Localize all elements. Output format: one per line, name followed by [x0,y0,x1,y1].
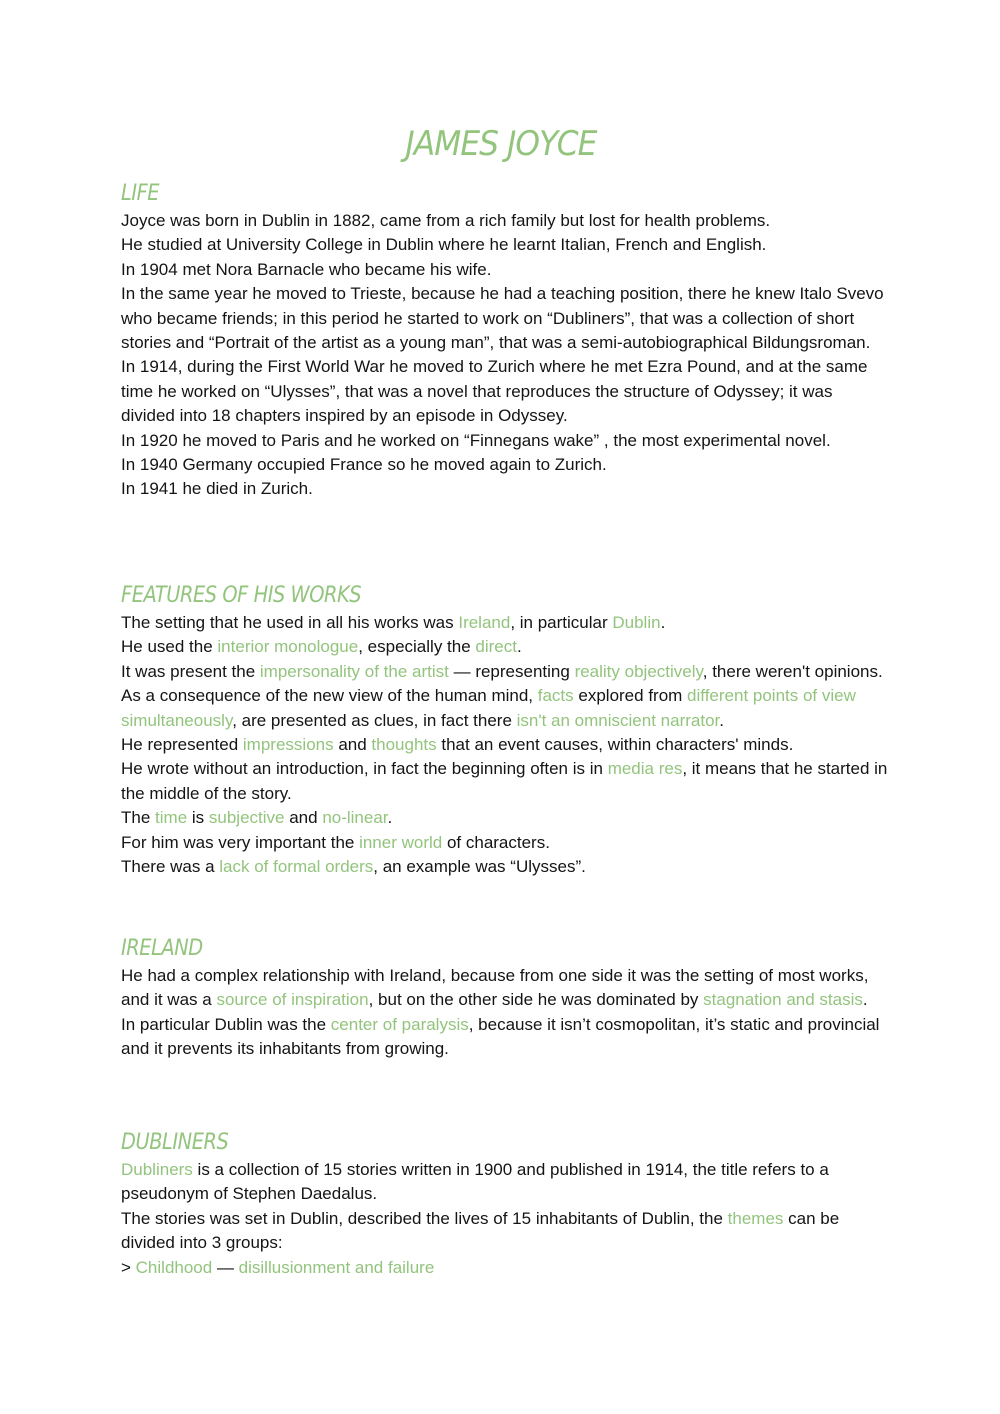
text-run: In particular Dublin was the [121,1014,331,1034]
text-run: As a consequence of the new view of the human mind, [121,686,538,706]
highlighted-term: impersonality of the artist [259,661,449,681]
highlighted-term: thoughts [371,735,437,755]
text-run: is a collection of 15 stories written in 1900 and published in 1914, the title refers to a pseudonym of Stephen Daedalus. [121,1160,829,1204]
section-dubliners [121,1128,891,1280]
highlighted-term: Ireland [458,613,511,632]
text-run: , it means that he started in the middle of the story. [121,759,888,803]
paragraph [121,233,891,257]
highlighted-term: Childhood [135,1257,213,1277]
paragraph [121,635,891,659]
paragraph [121,660,891,684]
section-features [121,581,891,879]
text-run: Joyce was born in Dublin in 1882, came from a rich family but lost for health problems. [121,211,771,230]
paragraph [121,831,891,855]
paragraph [121,1158,891,1207]
paragraph [121,477,891,501]
section-body [121,964,891,1062]
text-run: In 1941 he died in Zurich. [121,479,313,499]
paragraph [121,611,891,635]
highlighted-term: stagnation and stasis [703,990,863,1010]
section-heading: LIFE [121,181,160,206]
text-run: In the same year he moved to Trieste, because he had a teaching position, there he knew Italo Svevo who became friends; in this period he started to work on “Dubliners”, that was a collection of short stories and “Portrait of the artist as a young man”, that was a semi-autobiographical Bildungsroman. [121,284,884,353]
text-run: , in particular [510,613,613,632]
text-run: of characters. [442,832,550,852]
text-run: , but on the other side he was dominated by [368,990,704,1010]
highlighted-term: source of inspiration [216,990,369,1010]
text-run: . [719,710,724,730]
text-run: . [862,990,868,1010]
paragraph [121,429,891,453]
paragraph [121,684,891,733]
paragraph [121,453,891,477]
highlighted-term: disillusionment and failure [238,1257,435,1277]
highlighted-term: different points of view simultaneously [121,686,856,730]
text-run: It was present the [121,661,260,681]
paragraph [121,258,891,282]
text-run: In 1914, during the First World War he moved to Zurich where he met Ezra Pound, and at the same time he worked on “Ulysses”, that was a novel that reproduces the structure of Odyssey; it was divided into 18 chapters inspired by an episode in Odyssey. [121,357,868,426]
highlighted-term: themes [727,1208,784,1228]
text-run: The setting that he used in all his works was [121,613,459,632]
text-run: In 1920 he moved to Paris and he worked on “Finnegans wake” , the most experimental novel. [121,430,831,450]
text-run: that an event causes, within characters' minds. [436,735,794,755]
highlighted-term: no-linear [322,808,388,828]
text-run: can be divided into 3 groups: [121,1208,840,1253]
highlighted-term: isn't an omniscient narrator [516,710,720,730]
section-body [121,209,891,502]
text-run: , are presented as clues, in fact there [232,710,517,730]
text-run: — representing [448,661,575,681]
text-run: — [212,1257,239,1277]
text-run: He used the [121,637,218,657]
highlighted-term: direct [475,637,517,657]
text-run: He studied at University College in Dublin where he learnt Italian, French and English. [121,235,767,255]
highlighted-term: impressions [242,735,334,755]
text-run: > [121,1257,136,1277]
highlighted-term: Dublin [612,613,661,632]
highlighted-term: reality objectively [574,661,703,681]
text-run: is [187,808,209,828]
section-ireland [121,934,891,1062]
highlighted-term: lack of formal orders [219,857,374,877]
text-run: In 1940 Germany occupied France so he moved again to Zurich. [121,455,607,475]
text-run: The stories was set in Dublin, described the lives of 15 inhabitants of Dublin, the [121,1208,728,1228]
highlighted-term: media res [607,759,683,779]
highlighted-term: interior monologue [217,637,359,657]
text-run: , because it isn’t cosmopolitan, it’s static and provincial and it prevents its inhabitants from growing. [121,1014,880,1059]
paragraph [121,355,891,428]
text-run: . [660,613,666,632]
text-run: , especially the [358,637,476,657]
highlighted-term: inner world [359,832,443,852]
highlighted-term: center of paralysis [330,1014,469,1034]
text-run: The [121,808,156,828]
section-body [121,1158,891,1280]
section-heading: DUBLINERS [121,1130,229,1155]
text-run: . [516,637,522,657]
text-run: , an example was “Ulysses”. [373,857,586,877]
section-heading: FEATURES OF HIS WORKS [121,583,362,608]
text-run: There was a [121,857,220,877]
highlighted-term: Dubliners [121,1160,193,1179]
highlighted-term: time [155,808,188,828]
paragraph [121,855,891,879]
section-heading: IRELAND [121,936,203,961]
section-body [121,611,891,879]
paragraph [121,1207,891,1256]
document-title: JAMES JOYCE [405,124,597,164]
paragraph [121,964,891,1013]
text-run: , there weren't opinions. [702,661,883,681]
paragraph [121,1256,891,1280]
text-run: For him was very important the [121,832,360,852]
text-run: and [333,735,372,755]
text-run: and [284,808,323,828]
paragraph [121,282,891,355]
highlighted-term: subjective [208,808,285,828]
text-run: He represented [121,735,243,755]
paragraph [121,806,891,830]
text-run: . [387,808,393,828]
text-run: He had a complex relationship with Ireland, because from one side it was the setting of most works, and it was a [121,966,869,1010]
paragraph [121,209,891,233]
text-run: In 1904 met Nora Barnacle who became his wife. [121,259,492,279]
text-run: explored from [573,686,688,706]
paragraph [121,757,891,806]
paragraph [121,1013,891,1062]
highlighted-term: facts [537,686,574,706]
text-run: He wrote without an introduction, in fact the beginning often is in [121,759,608,779]
section-life [121,179,891,502]
paragraph [121,733,891,757]
